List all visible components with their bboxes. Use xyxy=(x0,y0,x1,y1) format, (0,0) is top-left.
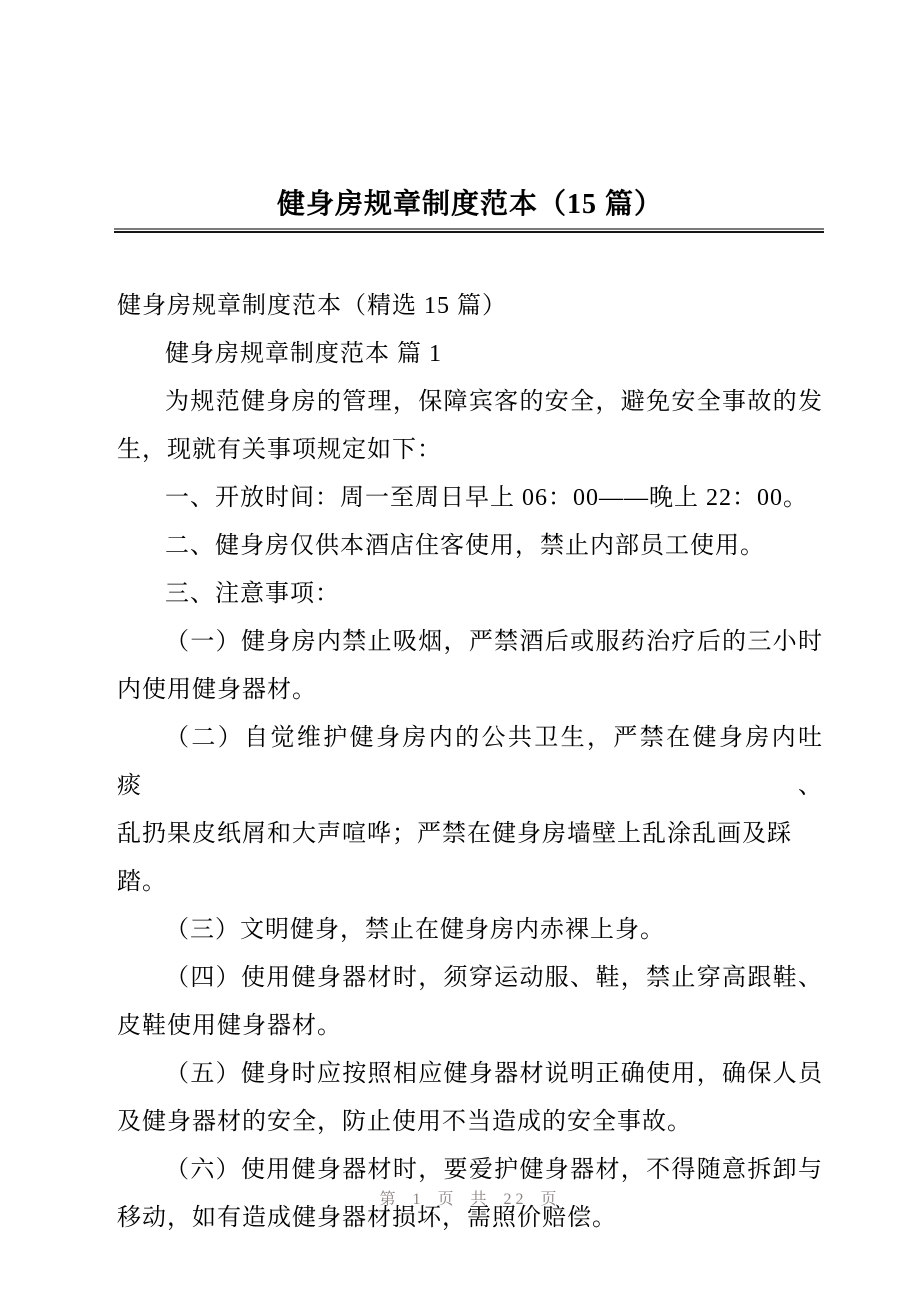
text-line: 健身房规章制度范本（精选 15 篇） xyxy=(117,293,507,319)
paragraph-series-heading xyxy=(117,282,823,330)
text-line: （一）健身房内禁止吸烟，严禁酒后或服药治疗后的三小时 xyxy=(165,629,823,655)
paragraph-article-heading xyxy=(117,330,823,378)
text-line: 一、开放时间：周一至周日早上 06：00——晚上 22：00。 xyxy=(165,485,808,511)
paragraph-rule-3 xyxy=(117,570,823,618)
text-line: （二）自觉维护健身房内的公共卫生，严禁在健身房内吐痰、 xyxy=(117,725,823,799)
text-line: 三、注意事项： xyxy=(165,581,340,607)
text-line: 二、健身房仅供本酒店住客使用，禁止内部员工使用。 xyxy=(165,533,765,559)
text-line: 健身房规章制度范本 篇 1 xyxy=(165,341,442,367)
paragraph-note-5 xyxy=(117,1050,823,1146)
text-line: 及健身器材的安全，防止使用不当造成的安全事故。 xyxy=(117,1109,692,1135)
paragraph-rule-2 xyxy=(117,522,823,570)
paragraph-note-1 xyxy=(117,618,823,714)
paragraph-rule-1 xyxy=(117,474,823,522)
text-line: 为规范健身房的管理，保障宾客的安全，避免安全事故的发 xyxy=(165,389,823,415)
text-line: （三）文明健身，禁止在健身房内赤裸上身。 xyxy=(165,917,665,943)
page-footer xyxy=(117,1186,823,1209)
paragraph-note-3 xyxy=(117,906,823,954)
text-line: （五）健身时应按照相应健身器材说明正确使用，确保人员 xyxy=(165,1061,823,1087)
text-line: 乱扔果皮纸屑和大声喧哗；严禁在健身房墙壁上乱涂乱画及踩踏。 xyxy=(117,821,792,895)
text-line: （六）使用健身器材时，要爱护健身器材，不得随意拆卸与 xyxy=(165,1157,823,1183)
page-number-text: 第 1 页 共 22 页 xyxy=(379,1191,561,1208)
text-line: （四）使用健身器材时，须穿运动服、鞋，禁止穿高跟鞋、 xyxy=(165,965,823,991)
paragraph-note-4 xyxy=(117,954,823,1050)
text-line: 皮鞋使用健身器材。 xyxy=(117,1013,342,1039)
text-line: 生，现就有关事项规定如下： xyxy=(117,437,442,463)
text-line: 内使用健身器材。 xyxy=(117,677,317,703)
text-line: 移动，如有造成健身器材损坏，需照价赔偿。 xyxy=(117,1205,617,1231)
paragraph-intro xyxy=(117,378,823,474)
document-title: 健身房规章制度范本（15 篇） xyxy=(276,189,663,220)
document-body xyxy=(117,282,823,1242)
paragraph-note-2 xyxy=(117,714,823,906)
title-divider xyxy=(114,228,824,233)
